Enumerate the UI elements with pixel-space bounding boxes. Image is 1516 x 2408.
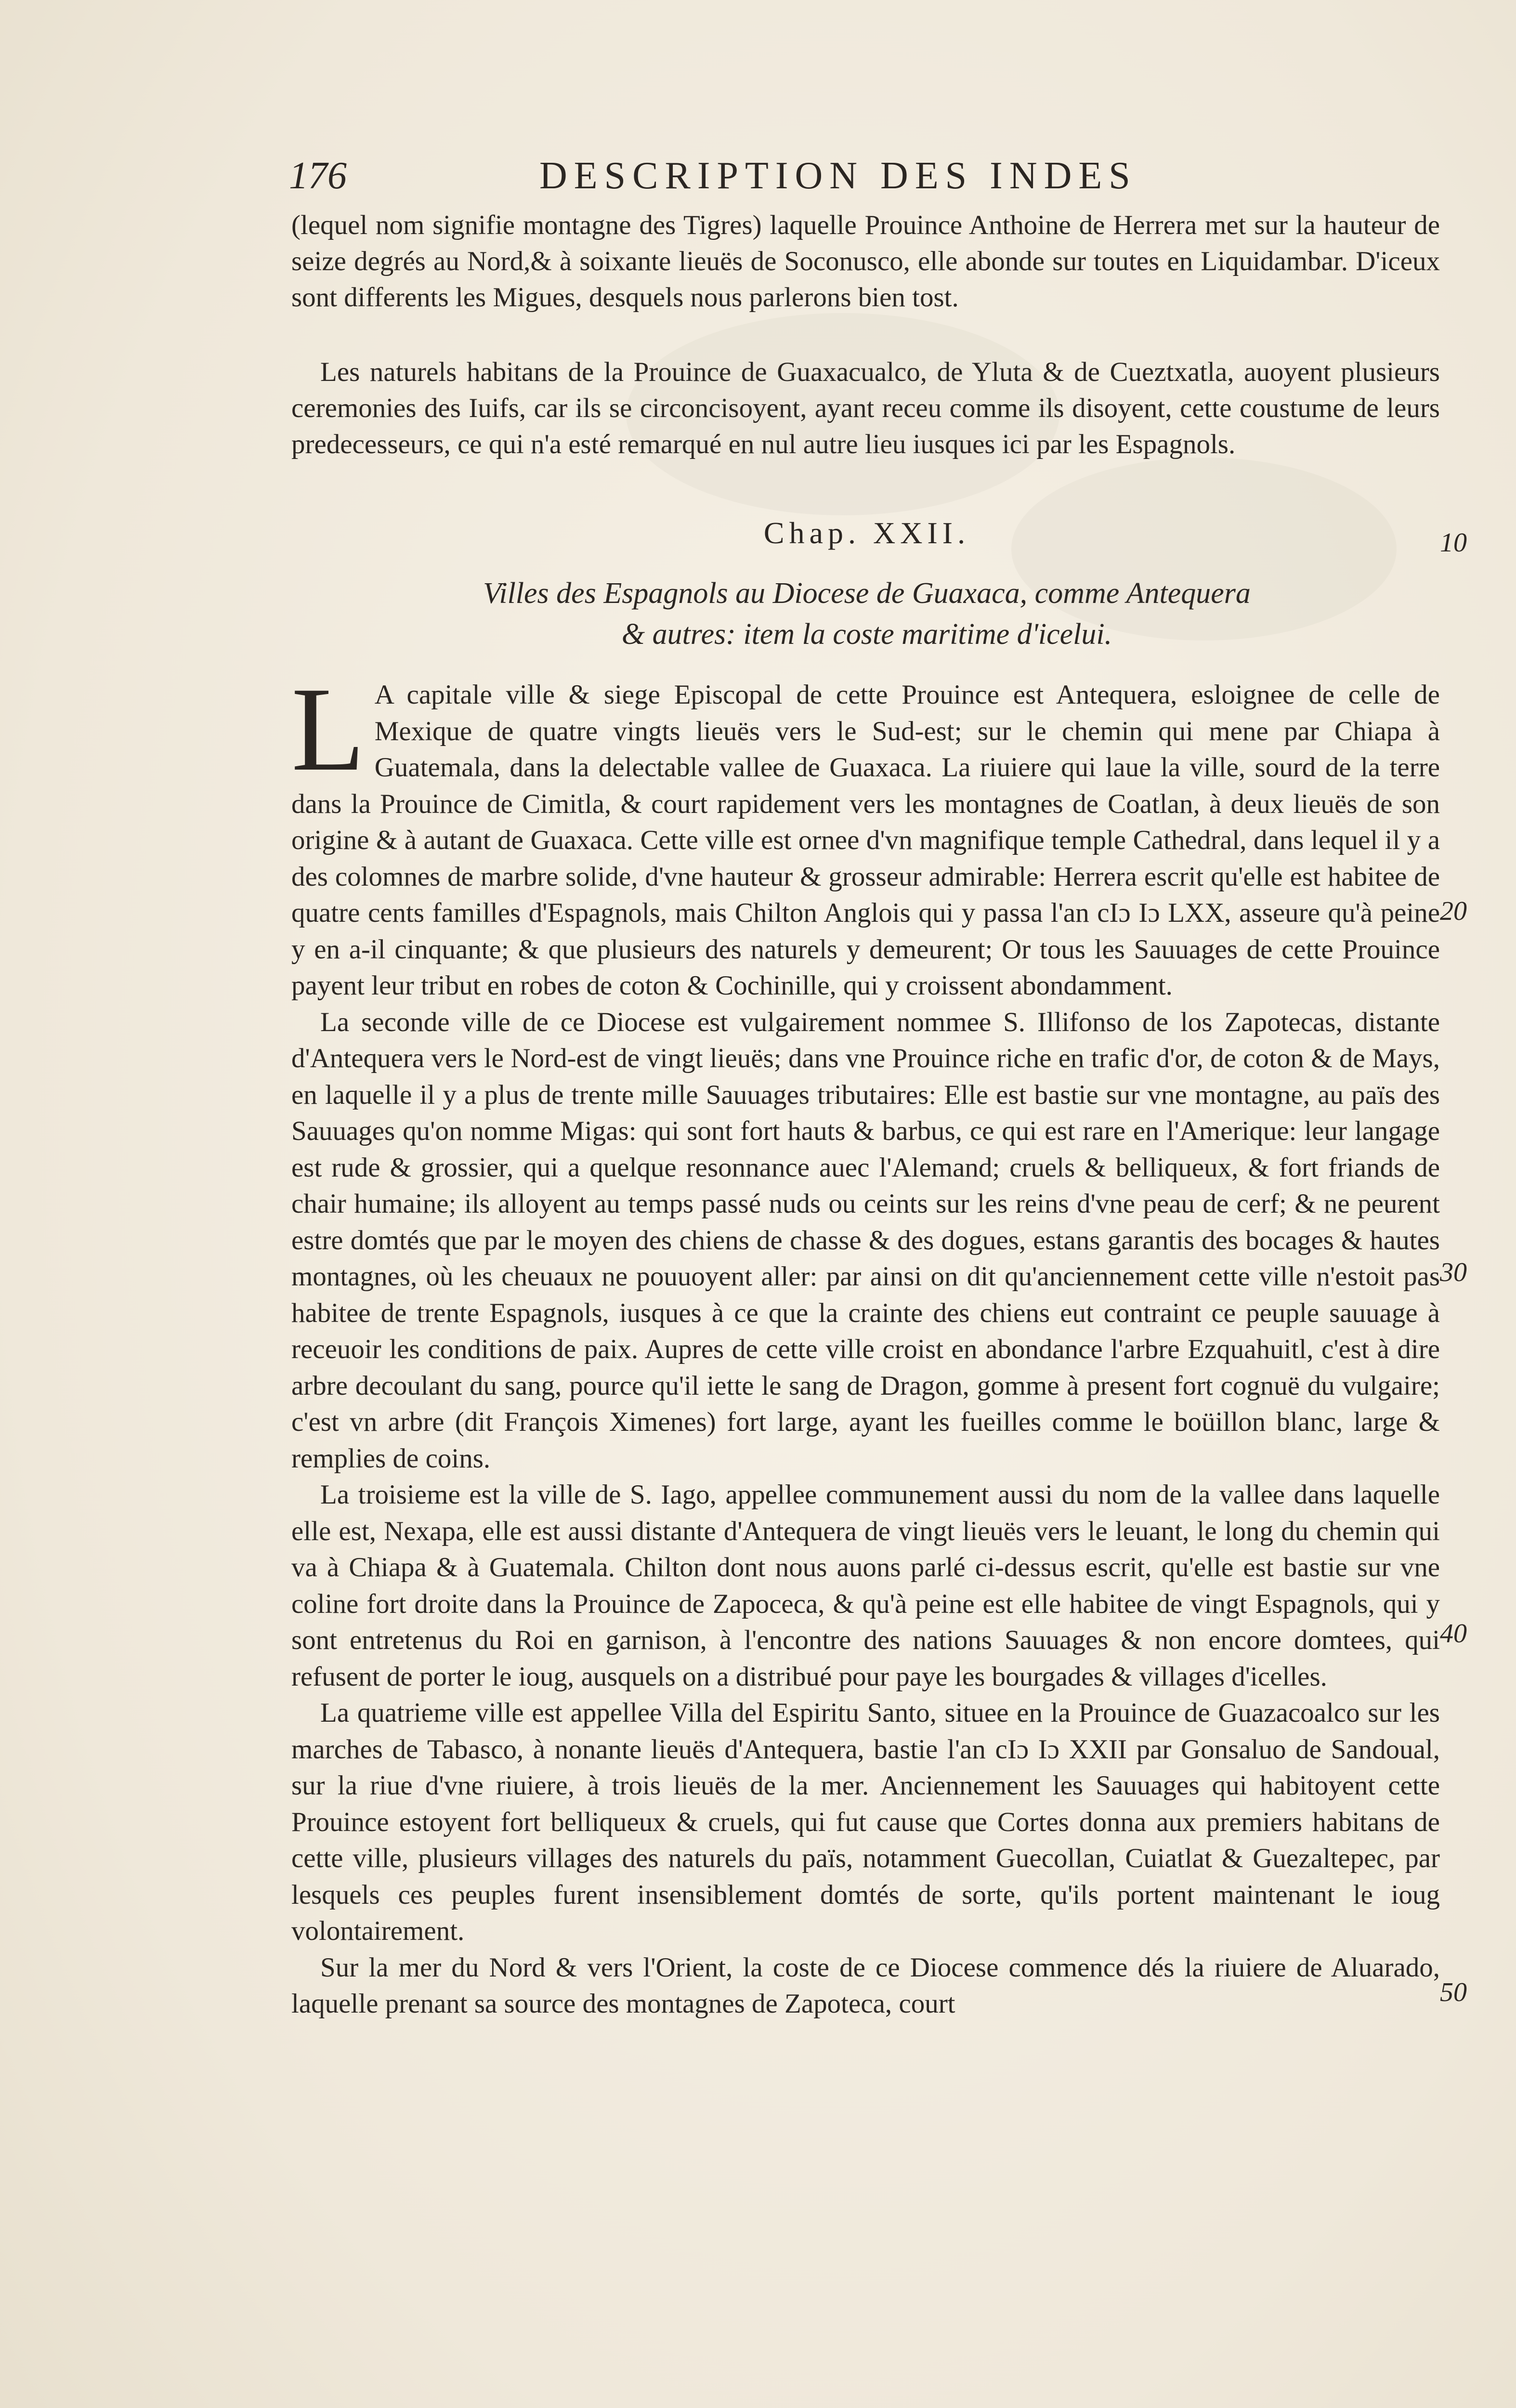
body-paragraph-1-text: A capitale ville & siege Episcopal de cette Prouince est Antequera, esloignee de celle de Mexique de quatre vingts lieuës vers le Sud-est; sur le chemin qui mene par Chiapa à Guatemala, dans la delectable vallee de Guaxaca. La riuiere qui laue la ville, sourd de la terre dans la Prouince de Cimitla, & court rapidement vers les montagnes de Coatlan, à deux lieuës de son origine & à autant de Guaxaca. Cette ville est ornee d'vn magnifique temple Cathedral, dans lequel il y a des colomnes de marbre solide, d'vne hauteur & grosseur admirable: Herrera escrit qu'elle est habitee de quatre cents familles d'Espagnols, mais Chilton Anglois qui y passa l'an cIɔ Iɔ LXX, asseure qu'à peine y en a-il cinquante; & que plusieurs des naturels y demeurent; Or tous les Sauuages de cette Prouince payent leur tribut en robes de coton & Cochinille, qui y croissent abondamment. xyxy=(291,680,1440,1001)
margin-line-number: 40 xyxy=(1440,1619,1467,1649)
page-header xyxy=(289,154,1252,207)
top-paragraph-1: (lequel nom signifie montagne des Tigres) laquelle Prouince Anthoine de Herrera met sur la hauteur de seize degrés au Nord,& à soixante lieuës de Soconusco, elle abonde sur toutes en Liquidambar. D'iceux sont differents les Migues, desquels nous parlerons bien tost. xyxy=(291,210,1440,313)
chapter-subtitle xyxy=(337,573,1397,655)
chapter-heading: Chap. XXII. xyxy=(763,516,970,550)
drop-capital: L xyxy=(291,663,365,796)
body-paragraph-2: La seconde ville de ce Diocese est vulgairement nommee S. Illifonso de los Zapotecas, distante d'Antequera vers le Nord-est de vingt lieuës; dans vne Prouince riche en trafic d'or, de coton & de Mays, en laquelle il y a plus de trente mille Sauuages tributaires: Elle est bastie sur vne montagne, au païs des Sauuages qu'on nomme Migas: qui sont fort hauts & barbus, ce qui est rare en l'Amerique: leur langage est rude & grossier, qui a quelque resonnance auec l'Alemand; cruels & belliqueux, & fort friands de chair humaine; ils alloyent au temps passé nuds ou ceints sur les reins d'vne peau de cerf; & ne peurent estre domtés que par le moyen des chiens de chasse & des dogues, estans garantis des bocages & hautes montagnes, où les cheuaux ne pouuoyent aller: par ainsi on dit qu'anciennement cette ville n'estoit pas habitee de trente Espagnols, iusques à ce que la crainte des chiens eut contraint ce peuple sauuage à receuoir les conditions de paix. Aupres de cette ville croist en abondance l'arbre Ezquahuitl, c'est à dire arbre decoulant du sang, pource qu'il iette le sang de Dragon, gomme à present fort cognuë du vulgaire; c'est vn arbre (dit François Ximenes) fort large, ayant les fueilles comme le boüillon blanc, large & remplies de coins. xyxy=(291,1007,1440,1474)
margin-line-number: 30 xyxy=(1440,1257,1467,1287)
body-paragraph-4: La quatrieme ville est appellee Villa del Espiritu Santo, situee en la Prouince de Guazacoalco sur les marches de Tabasco, à nonante lieuës d'Antequera, bastie l'an cIɔ Iɔ XXII par Gonsaluo de Sandoual, sur la riue d'vne riuiere, à trois lieuës de la mer. Anciennement les Sauuages qui habitoyent cette Prouince estoyent fort belliqueux & cruels, qui fut cause que Cortes donna aux premiers habitans de cette ville, plusieurs villages des naturels du païs, notamment Guecollan, Cuiatlat & Guezaltepec, par lesquels ces peuples furent insensiblement domtés de sorte, qu'ils portent maintenant le ioug volontairement. xyxy=(291,1698,1440,1946)
running-title: DESCRIPTION DES INDES xyxy=(539,155,1137,197)
chapter-subtitle-line-2: & autres: item la coste maritime d'icelui. xyxy=(621,618,1112,651)
margin-line-number: 20 xyxy=(1440,896,1467,926)
folio-number: 176 xyxy=(289,155,347,197)
chapter-subtitle-line-1: Villes des Espagnols au Diocese de Guaxaca, comme Antequera xyxy=(483,577,1251,610)
chapter-body xyxy=(291,663,1440,2022)
body-paragraph-1 xyxy=(291,663,1440,1004)
body-paragraph-3: La troisieme est la ville de S. Iago, appellee communement aussi du nom de la vallee dans laquelle elle est, Nexapa, elle est aussi distante d'Antequera de vingt lieuës vers le leuant, le long du chemin qui va à Chiapa & à Guatemala. Chilton dont nous auons parlé ci-dessus escrit, qu'elle est bastie sur vne coline fort droite dans la Prouince de Zapoceca, & qu'à peine est elle habitee de vingt Espagnols, qui y sont entretenus du Roi en garnison, à l'encontre des nations Sauuages & non encore domtees, qui refusent de porter le ioug, ausquels on a distribué pour paye les bourgades & villages d'icelles. xyxy=(291,1479,1440,1692)
margin-line-number: 50 xyxy=(1440,1977,1467,2007)
top-paragraph-2: Les naturels habitans de la Prouince de Guaxacualco, de Yluta & de Cueztxatla, auoyent plusieurs ceremonies des Iuifs, car ils se circoncisoyent, ayant receu comme ils disoyent, cette coustume de leurs predecesseurs, ce qui n'a esté remarqué en nul autre lieu iusques ici par les Espagnols. xyxy=(291,357,1440,459)
body-paragraph-5: Sur la mer du Nord & vers l'Orient, la coste de ce Diocese commence dés la riuiere de Aluarado, laquelle prenant sa source des montagnes de Zapoteca, court xyxy=(291,1952,1440,2019)
margin-line-number: 10 xyxy=(1440,528,1467,558)
